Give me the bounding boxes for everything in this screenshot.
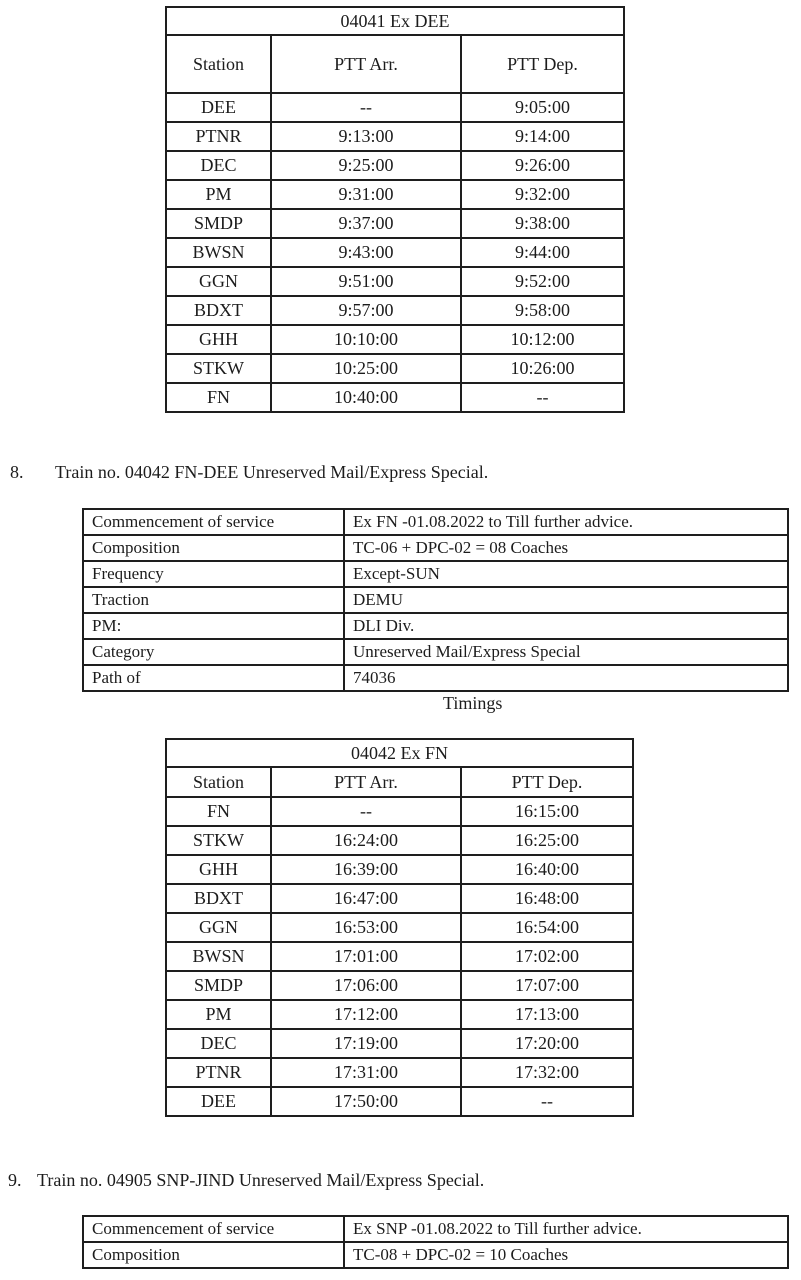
table-cell: -- bbox=[461, 383, 624, 412]
table-row bbox=[83, 561, 788, 587]
table-row bbox=[166, 1000, 633, 1029]
column-header-ptt-dep: PTT Dep. bbox=[461, 35, 624, 93]
table-header-row bbox=[166, 35, 624, 93]
section-title: Train no. 04042 FN-DEE Unreserved Mail/Express Special. bbox=[55, 462, 489, 482]
table-cell: DEE bbox=[166, 93, 271, 122]
table-cell: 9:05:00 bbox=[461, 93, 624, 122]
table-cell: 9:43:00 bbox=[271, 238, 461, 267]
table-cell: Except-SUN bbox=[344, 561, 788, 587]
table-cell: 16:24:00 bbox=[271, 826, 461, 855]
table-cell: Commencement of service bbox=[83, 509, 344, 535]
table-cell: 17:32:00 bbox=[461, 1058, 633, 1087]
table-cell: 9:57:00 bbox=[271, 296, 461, 325]
table-cell: FN bbox=[166, 797, 271, 826]
table-row bbox=[166, 238, 624, 267]
table-row bbox=[166, 1058, 633, 1087]
table-cell: 10:40:00 bbox=[271, 383, 461, 412]
table-header-row bbox=[166, 767, 633, 797]
column-header-ptt-arr: PTT Arr. bbox=[271, 767, 461, 797]
table-cell: 9:31:00 bbox=[271, 180, 461, 209]
table-row bbox=[83, 535, 788, 561]
table-cell: Category bbox=[83, 639, 344, 665]
table-cell: Traction bbox=[83, 587, 344, 613]
table-title: 04041 Ex DEE bbox=[166, 7, 624, 35]
table-cell: Path of bbox=[83, 665, 344, 691]
table-row bbox=[166, 971, 633, 1000]
table-cell: 16:53:00 bbox=[271, 913, 461, 942]
table-row bbox=[166, 1087, 633, 1116]
timetable-04041-table bbox=[165, 6, 625, 413]
table-cell: PTNR bbox=[166, 1058, 271, 1087]
table-row bbox=[166, 913, 633, 942]
table-cell: -- bbox=[271, 797, 461, 826]
table-cell: Ex FN -01.08.2022 to Till further advice. bbox=[344, 509, 788, 535]
table-cell: 10:12:00 bbox=[461, 325, 624, 354]
timetable-04041 bbox=[165, 6, 623, 413]
table-row bbox=[83, 1216, 788, 1242]
table-cell: STKW bbox=[166, 354, 271, 383]
table-row bbox=[166, 209, 624, 238]
table-cell: GGN bbox=[166, 267, 271, 296]
table-cell: 10:26:00 bbox=[461, 354, 624, 383]
table-row bbox=[83, 613, 788, 639]
timings-label: Timings bbox=[443, 693, 503, 713]
section-number: 8. bbox=[10, 462, 24, 482]
table-cell: TC-06 + DPC-02 = 08 Coaches bbox=[344, 535, 788, 561]
section-number: 9. bbox=[8, 1170, 22, 1190]
section-9-heading bbox=[8, 1170, 484, 1191]
table-cell: -- bbox=[271, 93, 461, 122]
table-title-row bbox=[166, 7, 624, 35]
table-cell: Commencement of service bbox=[83, 1216, 344, 1242]
table-cell: FN bbox=[166, 383, 271, 412]
table-cell: 17:50:00 bbox=[271, 1087, 461, 1116]
table-cell: 17:19:00 bbox=[271, 1029, 461, 1058]
table-row bbox=[166, 383, 624, 412]
column-header-station: Station bbox=[166, 35, 271, 93]
table-cell: 16:54:00 bbox=[461, 913, 633, 942]
info-table-04042 bbox=[82, 508, 787, 692]
table-cell: 9:32:00 bbox=[461, 180, 624, 209]
table-cell: Composition bbox=[83, 1242, 344, 1268]
table-row bbox=[166, 1029, 633, 1058]
table-cell: 74036 bbox=[344, 665, 788, 691]
table-cell: 17:02:00 bbox=[461, 942, 633, 971]
table-cell: 17:31:00 bbox=[271, 1058, 461, 1087]
table-title-row bbox=[166, 739, 633, 767]
table-cell: BWSN bbox=[166, 942, 271, 971]
table-row bbox=[166, 122, 624, 151]
table-cell: DEC bbox=[166, 1029, 271, 1058]
table-cell: SMDP bbox=[166, 209, 271, 238]
timetable-04042 bbox=[165, 738, 632, 1117]
table-cell: DEMU bbox=[344, 587, 788, 613]
table-cell: DLI Div. bbox=[344, 613, 788, 639]
table-cell: 9:52:00 bbox=[461, 267, 624, 296]
table-title: 04042 Ex FN bbox=[166, 739, 633, 767]
table-cell: 9:58:00 bbox=[461, 296, 624, 325]
table-row bbox=[166, 267, 624, 296]
table-cell: GHH bbox=[166, 855, 271, 884]
table-cell: 16:15:00 bbox=[461, 797, 633, 826]
table-cell: DEE bbox=[166, 1087, 271, 1116]
table-cell: 9:51:00 bbox=[271, 267, 461, 296]
info-table-04905-table bbox=[82, 1215, 789, 1269]
table-cell: BDXT bbox=[166, 884, 271, 913]
table-row bbox=[166, 884, 633, 913]
table-row bbox=[166, 855, 633, 884]
table-cell: GGN bbox=[166, 913, 271, 942]
column-header-ptt-arr: PTT Arr. bbox=[271, 35, 461, 93]
table-cell: 17:01:00 bbox=[271, 942, 461, 971]
table-cell: 10:25:00 bbox=[271, 354, 461, 383]
table-cell: 17:20:00 bbox=[461, 1029, 633, 1058]
table-cell: 9:26:00 bbox=[461, 151, 624, 180]
table-cell: 17:07:00 bbox=[461, 971, 633, 1000]
table-row bbox=[83, 509, 788, 535]
table-cell: 9:44:00 bbox=[461, 238, 624, 267]
table-cell: TC-08 + DPC-02 = 10 Coaches bbox=[344, 1242, 788, 1268]
table-row bbox=[166, 296, 624, 325]
table-cell: 16:48:00 bbox=[461, 884, 633, 913]
table-cell: 9:37:00 bbox=[271, 209, 461, 238]
table-cell: GHH bbox=[166, 325, 271, 354]
table-cell: -- bbox=[461, 1087, 633, 1116]
section-8-heading bbox=[10, 462, 488, 483]
table-row bbox=[166, 942, 633, 971]
table-cell: 9:14:00 bbox=[461, 122, 624, 151]
timetable-04042-table bbox=[165, 738, 634, 1117]
table-cell: 16:40:00 bbox=[461, 855, 633, 884]
info-table-04042-table bbox=[82, 508, 789, 692]
table-row bbox=[166, 826, 633, 855]
table-row bbox=[166, 797, 633, 826]
table-cell: PTNR bbox=[166, 122, 271, 151]
table-cell: Composition bbox=[83, 535, 344, 561]
table-row bbox=[166, 325, 624, 354]
table-cell: SMDP bbox=[166, 971, 271, 1000]
section-title: Train no. 04905 SNP-JIND Unreserved Mail/Express Special. bbox=[37, 1170, 485, 1190]
table-cell: 16:39:00 bbox=[271, 855, 461, 884]
table-cell: Ex SNP -01.08.2022 to Till further advice. bbox=[344, 1216, 788, 1242]
table-cell: PM bbox=[166, 180, 271, 209]
table-cell: 16:47:00 bbox=[271, 884, 461, 913]
table-cell: DEC bbox=[166, 151, 271, 180]
table-cell: BDXT bbox=[166, 296, 271, 325]
table-cell: 9:25:00 bbox=[271, 151, 461, 180]
column-header-ptt-dep: PTT Dep. bbox=[461, 767, 633, 797]
table-cell: Frequency bbox=[83, 561, 344, 587]
table-cell: 10:10:00 bbox=[271, 325, 461, 354]
table-row bbox=[83, 1242, 788, 1268]
table-row bbox=[83, 587, 788, 613]
table-row bbox=[166, 93, 624, 122]
table-cell: PM: bbox=[83, 613, 344, 639]
table-cell: 17:12:00 bbox=[271, 1000, 461, 1029]
info-table-04905 bbox=[82, 1215, 787, 1269]
table-cell: 9:13:00 bbox=[271, 122, 461, 151]
table-cell: PM bbox=[166, 1000, 271, 1029]
table-cell: 16:25:00 bbox=[461, 826, 633, 855]
table-cell: BWSN bbox=[166, 238, 271, 267]
table-row bbox=[83, 639, 788, 665]
table-cell: 9:38:00 bbox=[461, 209, 624, 238]
table-row bbox=[166, 354, 624, 383]
table-row bbox=[166, 180, 624, 209]
table-cell: 17:13:00 bbox=[461, 1000, 633, 1029]
table-cell: STKW bbox=[166, 826, 271, 855]
table-row bbox=[83, 665, 788, 691]
column-header-station: Station bbox=[166, 767, 271, 797]
table-row bbox=[166, 151, 624, 180]
table-cell: 17:06:00 bbox=[271, 971, 461, 1000]
table-cell: Unreserved Mail/Express Special bbox=[344, 639, 788, 665]
